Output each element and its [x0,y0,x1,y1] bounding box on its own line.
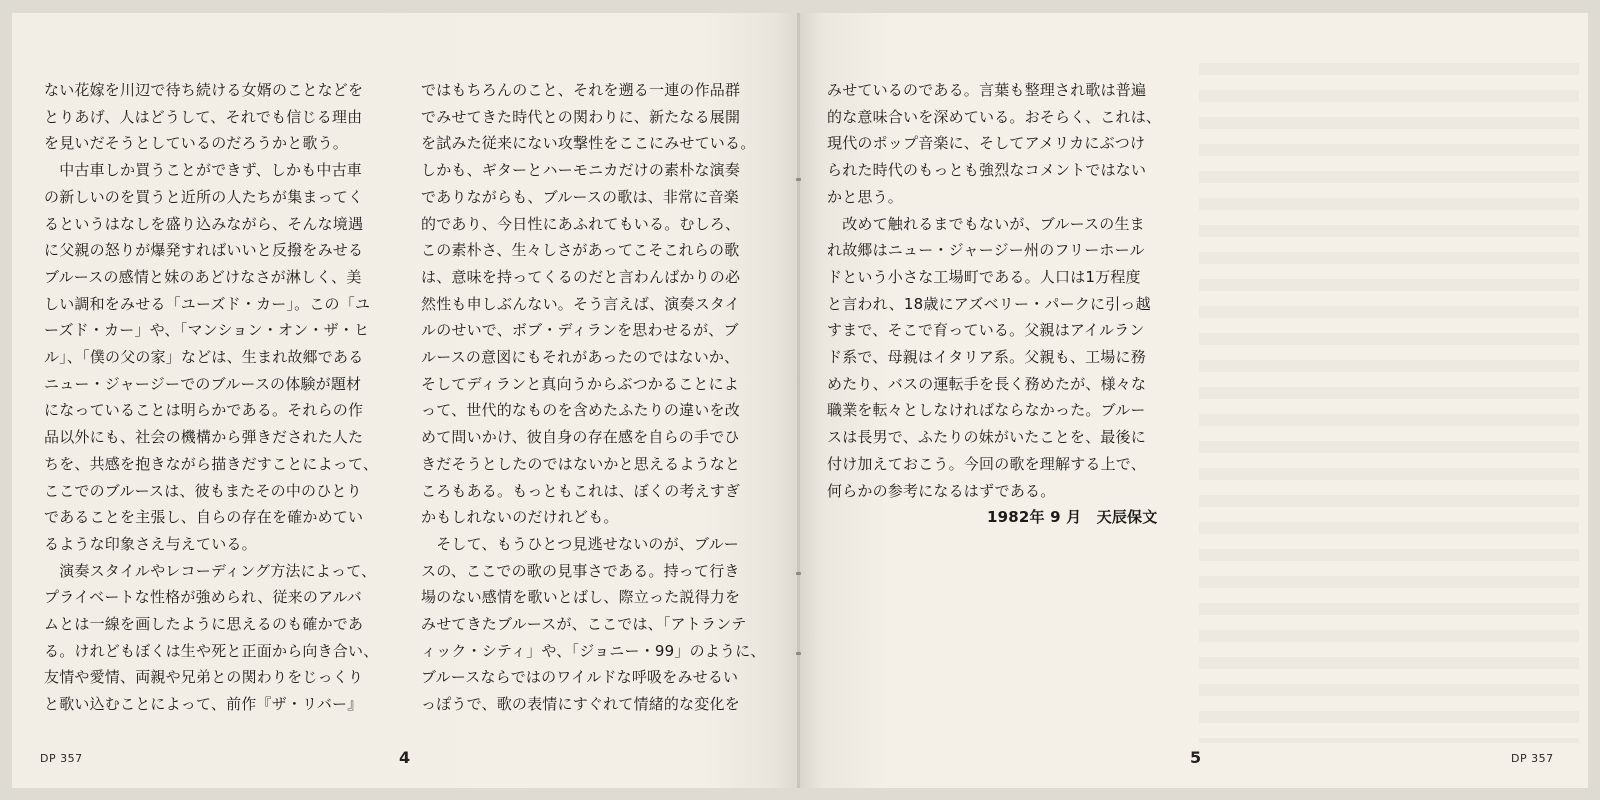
staple-mark [796,652,801,655]
page-number-right: 5 [1190,748,1202,767]
author-signature: 1982年 9 月 天辰保文 [987,508,1158,527]
staple-mark [796,572,801,575]
show-through-text [1199,63,1579,743]
page-number-left: 4 [399,748,411,767]
paragraph: ではもちろんのこと、それを遡る一連の作品群 でみせてきた時代との関わりに、新たなる展開 を試みた従来にない攻撃性をここにみせている。 しかも、ギターとハーモニカだけの素朴な演奏 でありながらも、ブルースの歌は、非常に音楽 的であり、今日性にあふれてもいる。むしろ、 この素朴さ、生々しさがあってこそこれらの歌 は、意味を持ってくるのだと言わんばかりの必 然性も申しぶんない。そう言えば、演奏スタイ ルのせいで、ボブ・ディランを思わせるが、ブ ルースの意図にもそれがあったのではないか、 そしてディランと真向うからぶつかることによ って、世代的なものを含めたふたりの違いを改 めて問いかけ、彼自身の存在感を自らの手でひ きだそうとしたのではないかと思えるようなと ころもある。もっともこれは、ぼくの考えすぎ かもしれないのだけれども。 [421,81,756,527]
right-page [799,13,1588,788]
text-column-3 [827,77,1187,531]
catalog-code-left: DP 357 [40,752,83,765]
text-column-2 [421,77,787,718]
paragraph: 中古車しか買うことができず、しかも中古車 の新しいのを買うと近所の人たちが集まってく るというはなしを盛り込みながら、そんな境遇 に父親の怒りが爆発すればいいと反撥をみせる ブルースの感情と妹のあどけなさが淋しく、美 しい調和をみせる「ユーズド・カー」。この「ユ ーズド・カー」や、「マンション・オン・ザ・ヒ ル」、「僕の父の家」などは、生まれ故郷である ニュー・ジャージーでのブルースの体験が題材 になっていることは明らかである。それらの作 品以外にも、社会の機構から弾きだされた人た ちを、共感を抱きながら描きだすことによって、 ここでのブルースは、彼もまたその中のひとり であることを主張し、自らの存在を確かめてい るような印象さえ与えている。 [44,161,379,553]
paragraph: ない花嫁を川辺で待ち続ける女婿のことなどを とりあげ、人はどうして、それでも信じる理由 を見いだそうとしているのだろうかと歌う。 [44,81,364,153]
left-page [12,13,798,788]
staple-mark [796,178,801,181]
paragraph: みせているのである。言葉も整理され歌は普遍 的な意味合いを深めている。おそらく、これは、 現代のポップ音楽に、そしてアメリカにぶつけ られた時代のもっとも強烈なコメントではない かと思う。 [827,81,1162,206]
catalog-code-right: DP 357 [1511,752,1554,765]
paragraph: 演奏スタイルやレコーディング方法によって、 プライベートな性格が強められ、従来のアルバ ムとは一線を画したように思えるのも確かであ る。けれどもぼくは生や死と正面から向き合い、 友情や愛情、両親や兄弟との関わりをじっくり と歌い込むことによって、前作『ザ・リバー』 [44,561,379,714]
center-fold [797,13,800,788]
text-column-1 [44,77,404,718]
paragraph: そして、もうひとつ見逃せないのが、ブルー スの、ここでの歌の見事さである。持って行き 場のない感情を歌いとばし、際立った説得力を みせてきたブルースが、ここでは、「アトランテ ィック・シティ」や、「ジョニー・99」のように、 ブルースならではのワイルドな呼吸をみせるい っぽうで、歌の表情にすぐれて情緒的な変化を [421,534,766,714]
paragraph: 改めて触れるまでもないが、ブルースの生ま れ故郷はニュー・ジャージー州のフリーホール ドという小さな工場町である。人口は1万程度 と言われ、18歳にアズベリー・パークに引っ越 すまで、そこで育っている。父親はアイルラン ド系で、母親はイタリア系。父親も、工場に務 めたり、バスの運転手を長く務めたが、様々な 職業を転々としなければならなかった。ブルー スは長男で、ふたりの妹がいたことを、最後に 付け加えておこう。今回の歌を理解する上で、 何らかの参考になるはずである。 [827,214,1151,500]
